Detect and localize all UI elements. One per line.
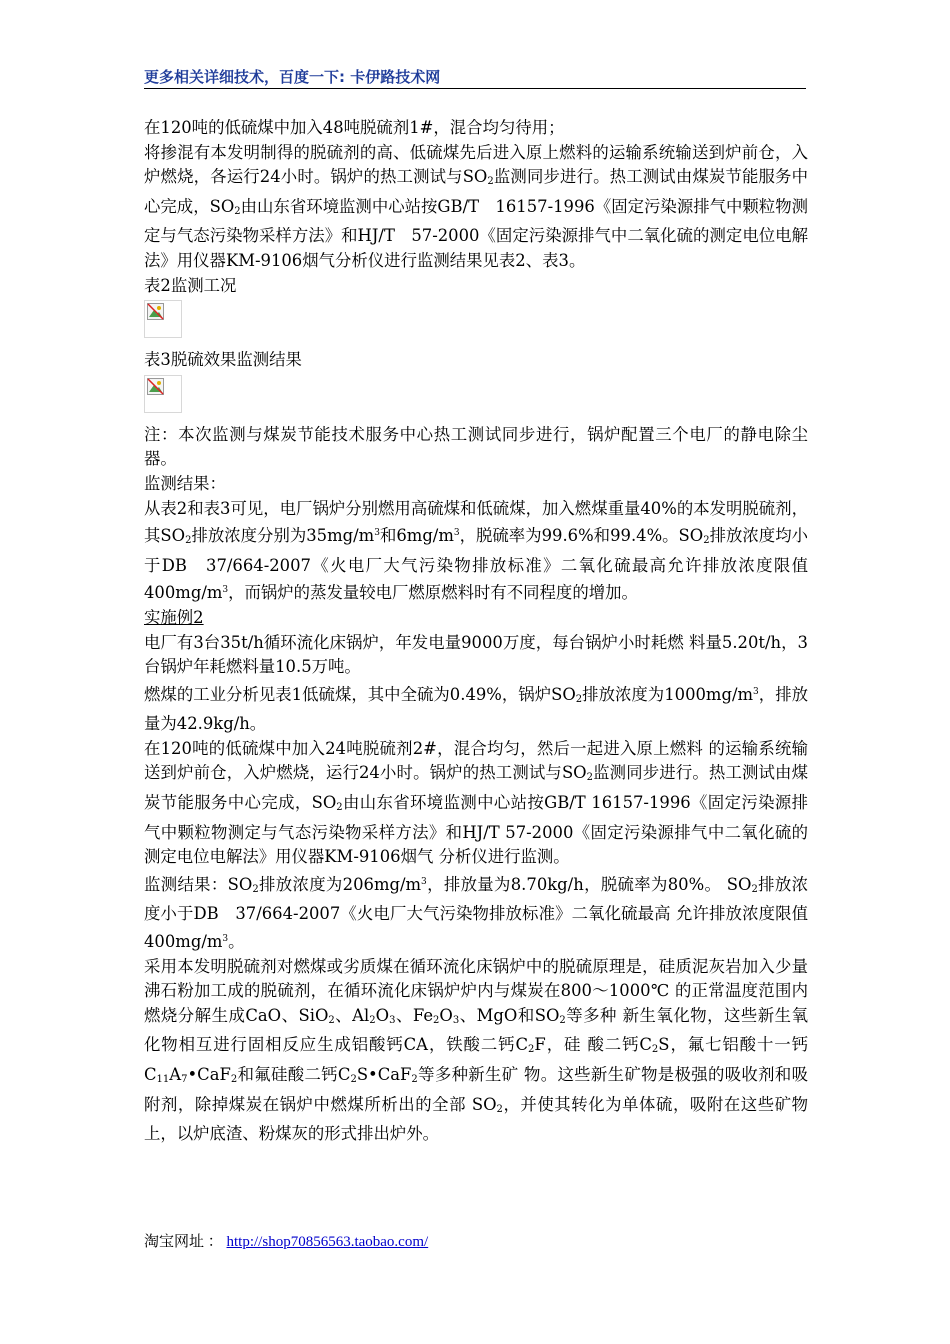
paragraph: 采用本发明脱硫剂对燃煤或劣质煤在循环流化床锅炉中的脱硫原理是，硅质泥灰岩加入少量沸石粉加工成的脱硫剂，在循环流化床锅炉炉内与煤炭在800～1000℃ 的正常温度范围内燃烧分解生成CaO、SiO$_2$、$Al_2O_3$、$Fe_2O_3$、MgO和$SO_2$等多种 新生氧化物，这些新生氧化物相互进行固相反应生成铝酸钙CA，铁酸二钙$C_2F$，硅 酸二钙$C_2S$，氟七铝酸十一钙$C_{11}A_7•CaF_2$和氟硅酸二钙$C_2S•CaF_2$等多种新生矿 物。这些新生矿物是极强的吸收剂和吸附剂，除掉煤炭在锅炉中燃煤所析出的全部 $SO_2$，并使其转化为单体硫，吸附在这些矿物上，以炉底渣、粉煤灰的形式排出炉外。 — [144, 956, 809, 1144]
result-heading: 监测结果： — [144, 473, 226, 493]
shop-url-link[interactable]: http://shop70856563.taobao.com/ — [226, 1234, 429, 1250]
broken-image-icon — [144, 375, 182, 413]
paragraph: 监测结果：$SO_2$排放浓度为$206mg/m^3$，排放量为8.70kg/h，脱硫率为80%。 $SO_2$排放浓度小于DB 37/664-2007《火电厂大气污染物排放标准》二氧化硫最高 允许排放浓度限值$400mg/m^3$。 — [144, 874, 808, 952]
document-body — [144, 116, 808, 1147]
header-link-text[interactable]: 更多相关详细技术，百度一下: 卡伊路技术网 — [144, 68, 441, 86]
paragraph: 在120吨的低硫煤中加入48吨脱硫剂1#，混合均匀待用； — [144, 118, 565, 137]
footer — [144, 1230, 428, 1251]
table-3-caption: 表3脱硫效果监测结果 — [144, 350, 302, 370]
paragraph: 从表2和表3可见，电厂锅炉分别燃用高硫煤和低硫煤，加入燃煤重量40%的本发明脱硫剂，其$SO_2$排放浓度分别为$35mg/m^3$和$6mg/m^3$，脱硫率为99.6%和99.4%。$SO_2$排放浓度均小于DB 37/664-2007《火电厂大气污染物排放标准》二氧化硫最高允许排放浓度限值$400mg/m^3$，而锅炉的蒸发量较电厂燃原燃料时有不同程度的增加。 — [144, 498, 808, 603]
footer-label: 淘宝网址 ： — [144, 1234, 223, 1250]
paragraph: 燃煤的工业分析见表1低硫煤，其中全硫为0.49%，锅炉$SO_2$排放浓度为$1000mg/m^3$，排放量为42.9kg/h。 — [144, 684, 808, 734]
header-divider — [144, 88, 806, 89]
paragraph: 电厂有3台35t/h循环流化床锅炉，年发电量9000万度，每台锅炉小时耗燃 料量5.20t/h，3台锅炉年耗燃料量10.5万吨。 — [144, 632, 808, 677]
paragraph: 在120吨的低硫煤中加入24吨脱硫剂2#，混合均匀，然后一起进入原上燃料 的运输系统输送到炉前仓，入炉燃烧，运行24小时。锅炉的热工测试与$SO_2$监测同步进行。热工测试由煤炭节能服务中心完成，$SO_2$由山东省环境监测中心站按GB/T 16157-1996《固定污染源排气中颗粒物测定与气态污染物采样方法》和HJ/T 57-2000《固定污染源排气中二氧化硫的测定电位电解法》用仪器KM-9106烟气 分析仪进行监测。 — [144, 738, 808, 867]
paragraph: 将掺混有本发明制得的脱硫剂的高、低硫煤先后进入原上燃料的运输系统输送到炉前仓，入炉燃烧，各运行24小时。锅炉的热工测试与$SO_2$监测同步进行。热工测试由煤炭节能服务中心完成，$SO_2$由山东省环境监测中心站按GB/T 16157-1996《固定污染源排气中颗粒物测定与气态污染物采样方法》和HJ/T 57-2000《固定污染源排气中二氧化硫的测定电位电解法》用仪器KM-9106烟气分析仪进行监测结果见表2、表3。 — [144, 142, 808, 270]
table-2-caption: 表2监测工况 — [144, 275, 237, 295]
broken-image-icon — [144, 300, 182, 338]
example-2-title: 实施例2 — [144, 607, 204, 627]
note-paragraph: 注：本次监测与煤炭节能技术服务中心热工测试同步进行，锅炉配置三个电厂的静电除尘器。 — [144, 424, 808, 469]
